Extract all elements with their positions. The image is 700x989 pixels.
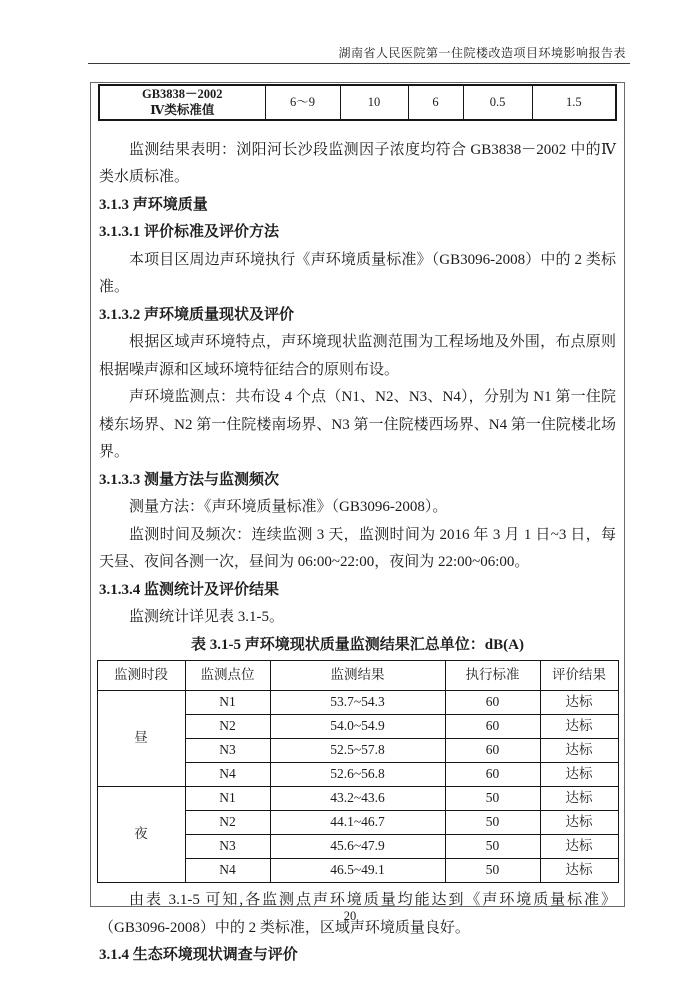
evaluation-cell: 达标 [540,739,618,763]
heading-3-1-3-4: 3.1.3.4 监测统计及评价结果 [99,581,280,598]
result-cell: 44.1~46.7 [270,811,445,835]
standard-cell: 60 [445,739,540,763]
paragraph-monitor-scope: 根据区域声环境特点，声环境现状监测范围为工程场地及外围，布点原则根据噪声源和区域环境特征结合的原则布设。 [99,334,616,378]
standard-cell: 50 [445,787,540,811]
noise-table-title: 表 3.1-5 声环境现状质量监测结果汇总单位：dB(A) [191,636,524,653]
standard-value-cell: 1.5 [532,85,616,120]
point-cell: N3 [185,739,270,763]
result-cell: 45.6~47.9 [270,835,445,859]
heading-3-1-3-1: 3.1.3.1 评价标准及评价方法 [99,224,280,240]
point-cell: N2 [185,811,270,835]
period-cell: 夜 [97,787,185,883]
noise-table-body [97,691,618,883]
evaluation-cell: 达标 [540,787,618,811]
standard-cell: 50 [445,835,540,859]
standard-cell: 60 [445,691,540,715]
header-rule [88,63,630,64]
paragraph-method: 测量方法：《声环境质量标准》（GB3096-2008）。 [129,499,448,515]
body-text-after-table [91,883,624,970]
point-cell: N4 [185,763,270,787]
table-row [99,85,616,120]
document-header-title: 湖南省人民医院第一住院楼改造项目环境影响报告表 [338,46,626,60]
point-cell: N2 [185,715,270,739]
standard-cell: 50 [445,811,540,835]
point-cell: N1 [185,787,270,811]
evaluation-cell: 达标 [540,811,618,835]
standard-value-cell: 6 [408,85,463,120]
col-header-standard: 执行标准 [445,661,540,691]
result-cell: 52.6~56.8 [270,763,445,787]
noise-monitoring-table [97,660,619,883]
point-cell: N3 [185,835,270,859]
standard-cell: 60 [445,715,540,739]
evaluation-cell: 达标 [540,763,618,787]
table-row [97,691,618,715]
point-cell: N4 [185,859,270,883]
evaluation-cell: 达标 [540,715,618,739]
page-number: 20 [343,909,357,923]
standard-cell: 50 [445,859,540,883]
paragraph-monitor-points: 声环境监测点：共布设 4 个点（N1、N2、N3、N4），分别为 N1 第一住院楼东场界、N2 第一住院楼南场界、N3 第一住院楼西场界、N4 第一住院楼北场界。 [99,389,616,460]
paragraph-see-table: 监测统计详见表 3.1-5。 [129,609,284,625]
standard-label-cell [99,85,265,120]
col-header-point: 监测点位 [185,661,270,691]
paragraph-time-frequency: 监测时间及频次：连续监测 3 天，监测时间为 2016 年 3 月 1 日~3 日，每天昼、夜间各测一次，昼间为 06:00~22:00，夜间为 22:00~06:00。 [99,526,616,570]
table-header-row [97,661,618,691]
point-cell: N1 [185,691,270,715]
evaluation-cell: 达标 [540,859,618,883]
col-header-period: 监测时段 [97,661,185,691]
standard-value-cell: 10 [340,85,408,120]
body-text [91,121,624,660]
result-cell: 52.5~57.8 [270,739,445,763]
evaluation-cell: 达标 [540,691,618,715]
standard-class: Ⅳ类标准值 [150,103,215,118]
evaluation-cell: 达标 [540,835,618,859]
paragraph-conclusion: 由表 3.1-5 可知,各监测点声环境质量均能达到《声环境质量标准》（GB3096-2008）中的 2 类标准，区域声环境质量良好。 [99,892,616,936]
water-standard-table-fragment [98,84,617,121]
content-border-box [90,82,625,963]
result-cell: 54.0~54.9 [270,715,445,739]
standard-cell: 60 [445,763,540,787]
col-header-evaluation: 评价结果 [540,661,618,691]
paragraph-water-result: 监测结果表明：浏阳河长沙段监测因子浓度均符合 GB3838－2002 中的Ⅳ类水质标准。 [99,141,616,185]
result-cell: 43.2~43.6 [270,787,445,811]
heading-3-1-4: 3.1.4 生态环境现状调查与评价 [99,947,298,963]
standard-value-cell: 6～9 [265,85,340,120]
paragraph-noise-standard: 本项目区周边声环境执行《声环境质量标准》（GB3096-2008）中的 2 类标准。 [99,251,616,295]
heading-3-1-3-3: 3.1.3.3 测量方法与监测频次 [99,471,280,488]
heading-3-1-3-2: 3.1.3.2 声环境质量现状及评价 [99,306,295,323]
col-header-result: 监测结果 [270,661,445,691]
table-row [97,787,618,811]
result-cell: 53.7~54.3 [270,691,445,715]
standard-name: GB3838－2002 [141,87,223,101]
standard-value-cell: 0.5 [463,85,532,120]
result-cell: 46.5~49.1 [270,859,445,883]
period-cell: 昼 [97,691,185,787]
heading-3-1-3: 3.1.3 声环境质量 [99,196,208,213]
